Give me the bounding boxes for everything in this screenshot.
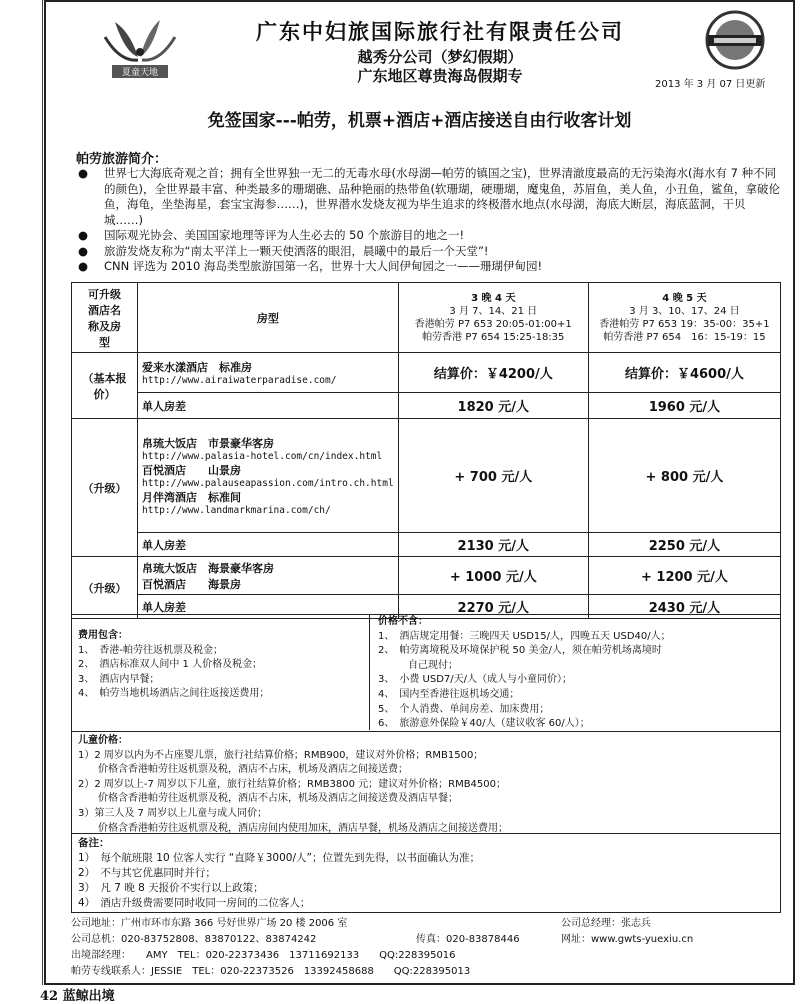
branch-name: 越秀分公司（梦幻假期） [357,48,523,66]
child-price-section: 儿童价格： 1）2 周岁以内为不占座婴儿票，旅行社结算价格；RMB900，建议对外价格；RMB1500； 价格含香港帕劳往返机票及税，酒店不占床，机场及酒店之间接送费； 2）2 周岁以上-7 周岁以下儿童，旅行社结算价格；RMB3800 元；建议对外价格；RMB4500； 价格含香港帕劳往返机票及税，酒店不占床，机场及酒店之间接送费及酒店早餐； 3）第三人及 7 周岁以上儿童与成人同价； 价格含香港帕劳往返机票及税，酒店房间内使用加床，酒店早餐，机场及酒店之间接送费用； [71,731,781,834]
single-label: 单人房差 [138,533,399,557]
update-date: 2013 年 3 月 07 日更新 [655,79,766,90]
intro-heading: 帕劳旅游简介： [76,152,168,167]
table-row [72,557,781,595]
logo-text: 夏童天地 [121,68,159,78]
department-name: 广东地区尊贵海岛假期专 [357,67,523,85]
hotel-link[interactable]: http://www.landmarkmarina.com/ch/ [142,505,331,516]
intro-item: ● 旅游发烧友称为“南太平洋上一颗天使洒落的眼泪，晨曦中的最后一个天堂”! [78,243,489,258]
fee-excludes: 价格不含： 1、 酒店规定用餐：三晚四天 USD15/人，四晚五天 USD40/人； 2、 帕劳离境税及环境保护税 50 美金/人，须在帕劳机场离境时 自己现付； 3、 小费 USD7/天/人（成人与小童同价）； 4、 国内至香港往返机场交通； 5、 个人消费、单间房差、加床费用； 6、 旅游意外保险￥40/人（建议收客 60/人）； [378,616,671,730]
left-margin [0,0,43,985]
intro-item: ● 国际观光协会、美国国家地理等评为人生必去的 50 个旅游目的地之一! [78,228,465,242]
price-cell: + 700 元/人 [398,419,588,533]
table-row [72,419,781,533]
header-package-3n: 3 晚 4 天 3 月 7、14、21 日 香港帕劳 P7 653 20:05-01:00+1 帕劳香港 P7 654 15:25-18:35 [398,283,588,353]
table-header-row [72,283,781,353]
fee-section [71,614,781,732]
single-label: 单人房差 [138,393,399,419]
notes-section: 备注： 1） 每个航班限 10 位客人实行 “直降￥3000/人”；位置先到先得，以书面确认为准； 2） 不与其它优惠同时并行； 3） 凡 7 晚 8 天报价不实行以上政策； 4） 酒店升级费需要同时收同一房间的二位客人； [71,833,781,913]
intro-item: ● CNN 评选为 2010 海岛类型旅游国第一名，世界十大人间伊甸园之一——珊瑚伊甸园! [78,259,543,273]
price-cell: + 800 元/人 [588,419,780,533]
company-website[interactable]: 网址：www.gwts-yuexiu.cn [561,934,694,945]
single-price: 2270 元/人 [398,595,588,619]
price-cell: + 1000 元/人 [398,557,588,595]
bullet-icon: ● [78,259,89,273]
price-cell: + 1200 元/人 [588,557,780,595]
general-manager: 公司总经理：张志兵 [561,918,651,929]
hotel-cell: 帛琉大饭店 海景豪华客房 百悦酒店 海景房 [138,557,399,595]
contact-footer [71,916,781,980]
single-label: 单人房差 [138,595,399,619]
single-price: 2130 元/人 [398,533,588,557]
hotel-link[interactable]: http://www.airaiwaterparadise.com/ [142,375,337,386]
company-fax: 传真：020-83878446 [416,934,520,945]
header-hotel: 可升级酒店名称及房型 [72,283,138,353]
fee-includes: 费用包含： 1、 香港-帕劳往返机票及税金； 2、 酒店标准双人间中 1 人价格及税金； 3、 酒店内早餐； 4、 帕劳当地机场酒店之间往返接送费用； [72,615,370,730]
header-room: 房型 [138,283,399,353]
intro-item: ● 世界七大海底奇观之首；拥有全世界独一无二的无毒水母(水母湖—帕劳的镇国之宝)，世界清澈度最高的无污染海水(海水有 7 种不同的颜色)，全世界最丰富、种类最多的珊瑚礁、品种艳丽的热带鱼(软珊瑚，硬珊瑚，魔鬼鱼，苏眉鱼，美人鱼，小丑鱼，鲨鱼，拿破伦鱼，海龟，坐垫海星，套宝宝海参……)，世界潜水发烧友视为毕生追求的终极潜水地点(水母湖，海底大断层，海底蓝洞，干贝城……) [78,166,780,227]
table-row [72,393,781,419]
bullet-icon: ● [78,166,89,180]
table-row [72,533,781,557]
intro-list [76,166,781,275]
page-number: 42 蓝鲸出境 [40,989,115,1004]
single-price: 1960 元/人 [588,393,780,419]
price-cell: 结算价：￥4600/人 [588,353,780,393]
price-cell: 结算价：￥4200/人 [398,353,588,393]
table-row [72,353,781,393]
header-package-4n: 4 晚 5 天 3 月 3、10、17、24 日 香港帕劳 P7 653 19：35-00：35+1 帕劳香港 P7 654 16：15-19：15 [588,283,780,353]
tier-label: （升级） [72,419,138,557]
page-title: 免签国家---帕劳，机票+酒店+酒店接送自由行收客计划 [207,111,632,131]
hotel-link[interactable]: http://www.palasia-hotel.com/cn/index.html [142,451,383,462]
certification-badge-icon [700,10,770,70]
hotel-cell: 爱来水漾酒店 标准房 http://www.airaiwaterparadise.com/ [138,353,399,393]
price-table [71,282,781,619]
company-logo [90,12,190,82]
company-address: 公司地址：广州市环市东路 366 号好世界广场 20 楼 2006 室 [71,918,348,929]
tier-label: （基本报价） [72,353,138,419]
hotel-link[interactable]: http://www.palauseapassion.com/intro.ch.html [142,478,394,489]
tier-label: （升级） [72,557,138,619]
bullet-icon: ● [78,243,89,258]
hotel-cell: 帛琉大饭店 市景豪华客房 http://www.palasia-hotel.com/cn/index.html 百悦酒店 山景房 http://www.palauseapassion.com/intro.ch.html 月伴湾酒店 标准间 http://www.landmarkmarina.com/ch/ [138,419,399,533]
contact-outbound-manager: 出境部经理： AMY TEL：020-22373436 13711692133 QQ:228395016 [71,950,456,961]
single-price: 1820 元/人 [398,393,588,419]
single-price: 2430 元/人 [588,595,780,619]
contact-palau-line: 帕劳专线联系人：JESSIE TEL：020-22373526 13392458688 QQ:228395013 [71,966,471,977]
single-price: 2250 元/人 [588,533,780,557]
bullet-icon: ● [78,228,89,242]
company-phone: 公司总机：020-83752808、83870122、83874242 [71,934,317,945]
company-name: 广东中妇旅国际旅行社有限责任公司 [256,20,624,44]
